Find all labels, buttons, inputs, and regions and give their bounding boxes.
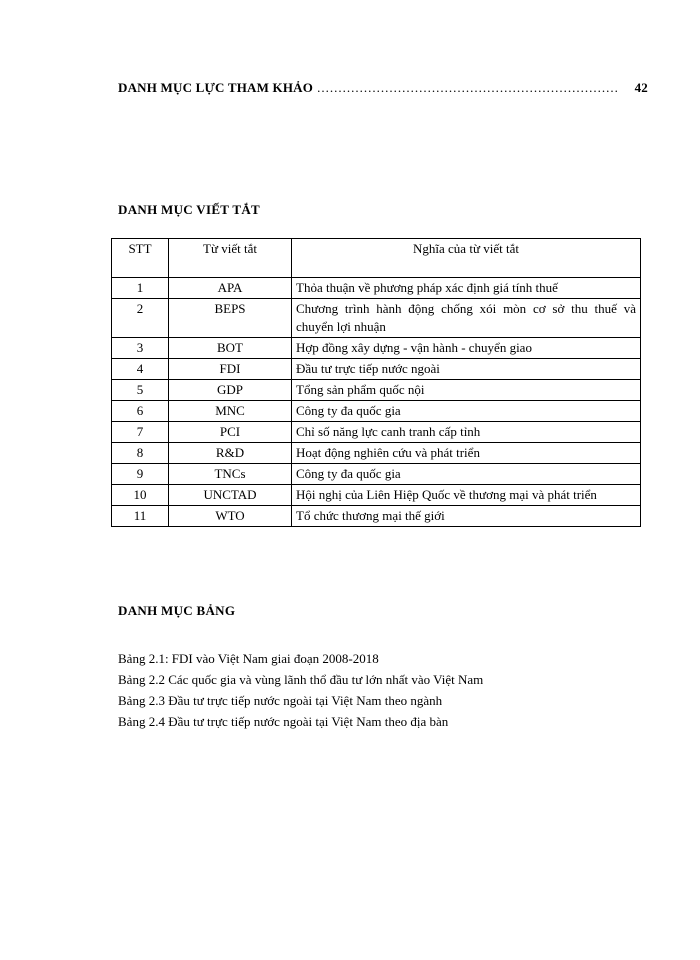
cell-stt: 11 xyxy=(112,506,169,527)
table-row xyxy=(112,464,641,485)
cell-meaning: Hoạt động nghiên cứu và phát triển xyxy=(292,443,641,464)
cell-abbr: FDI xyxy=(169,359,292,380)
column-header-abbr: Từ viết tắt xyxy=(169,239,292,278)
table-row xyxy=(112,278,641,299)
toc-page-number: 42 xyxy=(634,80,648,95)
table-list-item[interactable]: Bảng 2.4 Đầu tư trực tiếp nước ngoài tại Việt Nam theo địa bàn xyxy=(118,714,449,729)
table-row xyxy=(112,380,641,401)
cell-stt: 1 xyxy=(112,278,169,299)
cell-abbr: PCI xyxy=(169,422,292,443)
cell-stt: 4 xyxy=(112,359,169,380)
tables-heading: DANH MỤC BẢNG xyxy=(118,603,236,618)
abbreviations-table xyxy=(111,238,641,527)
cell-meaning: Chương trình hành động chống xói mòn cơ sở thu thuế và chuyển lợi nhuận xyxy=(292,299,641,338)
cell-abbr: UNCTAD xyxy=(169,485,292,506)
cell-abbr: WTO xyxy=(169,506,292,527)
toc-entry-references[interactable] xyxy=(118,80,648,96)
table-list-item[interactable]: Bảng 2.1: FDI vào Việt Nam giai đoạn 2008-2018 xyxy=(118,651,379,666)
cell-meaning: Thỏa thuận về phương pháp xác định giá tính thuế xyxy=(292,278,641,299)
table-row xyxy=(112,506,641,527)
cell-abbr: GDP xyxy=(169,380,292,401)
cell-meaning: Hội nghị của Liên Hiệp Quốc về thương mại và phát triển xyxy=(292,485,641,506)
cell-abbr: BOT xyxy=(169,338,292,359)
table-list-item[interactable]: Bảng 2.2 Các quốc gia và vùng lãnh thổ đầu tư lớn nhất vào Việt Nam xyxy=(118,672,484,687)
table-row xyxy=(112,485,641,506)
cell-abbr: MNC xyxy=(169,401,292,422)
cell-meaning: Đầu tư trực tiếp nước ngoài xyxy=(292,359,641,380)
cell-stt: 7 xyxy=(112,422,169,443)
table-list-item[interactable]: Bảng 2.3 Đầu tư trực tiếp nước ngoài tại Việt Nam theo ngành xyxy=(118,693,443,708)
cell-meaning: Hợp đồng xây dựng - vận hành - chuyển giao xyxy=(292,338,641,359)
cell-abbr: APA xyxy=(169,278,292,299)
cell-meaning: Công ty đa quốc gia xyxy=(292,464,641,485)
tables-list xyxy=(118,648,483,732)
cell-meaning: Tổ chức thương mại thế giới xyxy=(292,506,641,527)
cell-stt: 3 xyxy=(112,338,169,359)
column-header-stt: STT xyxy=(112,239,169,278)
toc-leader-dots xyxy=(317,80,619,96)
cell-stt: 5 xyxy=(112,380,169,401)
table-row xyxy=(112,338,641,359)
table-row xyxy=(112,299,641,338)
table-row xyxy=(112,401,641,422)
cell-stt: 9 xyxy=(112,464,169,485)
toc-entry-label: DANH MỤC LỰC THAM KHẢO xyxy=(118,80,314,95)
table-header-row xyxy=(112,239,641,278)
cell-meaning: Công ty đa quốc gia xyxy=(292,401,641,422)
cell-stt: 6 xyxy=(112,401,169,422)
abbreviations-heading: DANH MỤC VIẾT TẮT xyxy=(118,202,260,217)
cell-abbr: BEPS xyxy=(169,299,292,338)
cell-meaning: Chỉ số năng lực canh tranh cấp tỉnh xyxy=(292,422,641,443)
table-row xyxy=(112,359,641,380)
cell-stt: 10 xyxy=(112,485,169,506)
table-row xyxy=(112,422,641,443)
table-row xyxy=(112,443,641,464)
cell-stt: 8 xyxy=(112,443,169,464)
cell-abbr: R&D xyxy=(169,443,292,464)
column-header-meaning: Nghĩa của từ viết tắt xyxy=(292,239,641,278)
cell-abbr: TNCs xyxy=(169,464,292,485)
cell-stt: 2 xyxy=(112,299,169,338)
cell-meaning: Tổng sản phẩm quốc nội xyxy=(292,380,641,401)
